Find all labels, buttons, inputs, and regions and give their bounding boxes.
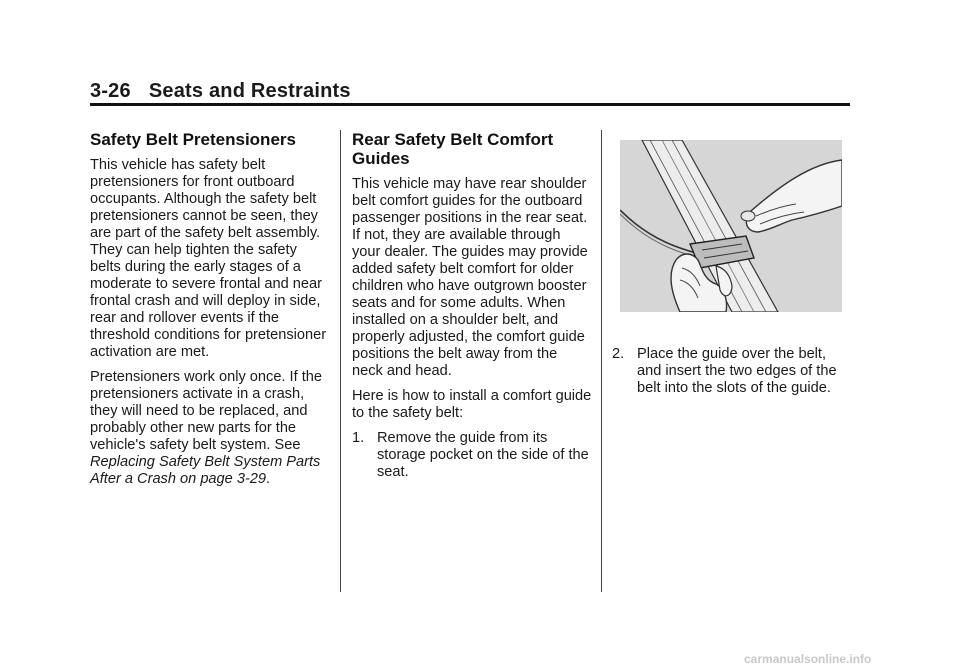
column-3: [612, 130, 852, 405]
pretensioners-paragraph-1: This vehicle has safety belt pretensioners for front outboard occupants. Although the safety belt pretensioners cannot be seen, they are part of the safety belt assembly. They can help tighten the safety belts during the early stages of a moderate to severe frontal and near frontal crash and will deploy in side, rear and rollover events if the threshold conditions for pretensioner activation are met.: [90, 157, 327, 360]
watermark: carmanualsonline.info: [744, 652, 872, 666]
step-1-text: Remove the guide from its storage pocket on the side of the seat.: [377, 430, 589, 480]
header-rule: [90, 103, 850, 106]
comfort-guide-illustration: [620, 140, 842, 312]
column-divider-2: [601, 130, 602, 592]
pretensioners-heading: Safety Belt Pretensioners: [90, 130, 296, 149]
comfort-guides-paragraph-1: This vehicle may have rear shoulder belt comfort guides for the outboard passenger positions in the rear seat. If not, they are available through your dealer. The guides may provide added safety belt comfort for older children who have outgrown booster seats and for some adults. When installed on a shoulder belt, and properly adjusted, the comfort guide positions the belt away from the neck and head.: [352, 176, 588, 379]
step-2: [612, 346, 852, 397]
step-2-number: 2.: [612, 346, 625, 362]
column-1: [90, 130, 330, 496]
comfort-guides-paragraph-2: Here is how to install a comfort guide to the safety belt:: [352, 388, 592, 421]
step-1-number: 1.: [352, 430, 365, 446]
cross-reference-link[interactable]: Replacing Safety Belt System Parts After a Crash on page 3-29: [90, 454, 321, 487]
page-number: 3-26: [90, 80, 131, 102]
column-divider-1: [340, 130, 341, 592]
pretensioners-paragraph-2-end: .: [266, 471, 271, 487]
pretensioners-paragraph-2-text: Pretensioners work only once. If the pretensioners activate in a crash, they will need to be replaced, and probably other new parts for the vehicle's safety belt system. See: [90, 369, 322, 453]
step-2-text: Place the guide over the belt, and insert the two edges of the belt into the slots of the guide.: [637, 346, 837, 396]
pretensioners-paragraph-2: [90, 369, 330, 488]
column-2: [352, 130, 592, 489]
page-header: [90, 80, 351, 103]
comfort-guides-heading: Rear Safety Belt Comfort Guides: [352, 130, 554, 168]
section-title: Seats and Restraints: [148, 80, 351, 102]
belt-guide-drawing: [620, 140, 842, 312]
step-1: [352, 430, 592, 481]
